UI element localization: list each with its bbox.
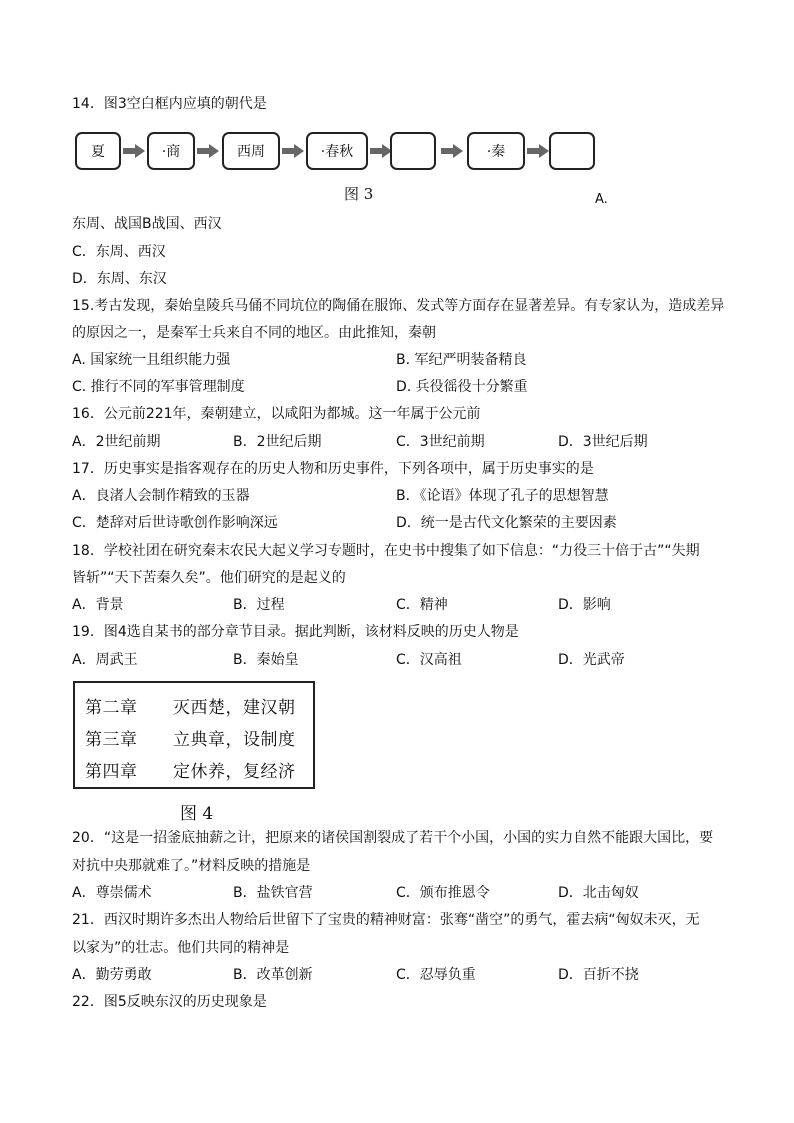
q21-option-b: B．改革创新 <box>233 967 313 983</box>
q17-stem: 17．历史事实是指客观存在的历史人物和历史事件，下列各项中，属于历史事实的是 <box>72 461 594 477</box>
figure-3-dynasty-flow <box>72 126 610 210</box>
flow-box-xia: 夏 <box>75 132 121 170</box>
q14-option-a-text: 东周、战国B战国、西汉 <box>72 216 222 232</box>
toc-title: 灭西楚，建汉朝 <box>173 698 296 718</box>
arrow-right-icon <box>527 144 549 158</box>
flow-box-qin: ·秦 <box>467 132 525 170</box>
toc-row <box>85 693 296 718</box>
arrow-right-icon <box>441 144 463 158</box>
q15-stem-line1: 15.考古发现，秦始皇陵兵马俑不同坑位的陶俑在服饰、发式等方面存在显著差异。有专家认为，造成差异 <box>72 298 725 314</box>
flow-box-shang: ·商 <box>147 132 195 170</box>
q20-option-d: D．北击匈奴 <box>558 885 639 901</box>
flow-box-chunqiu: ·春秋 <box>306 132 368 170</box>
q14-option-a-marker: A. <box>595 192 608 207</box>
q19-option-c: C．汉高祖 <box>396 652 462 668</box>
q18-option-b: B．过程 <box>233 597 285 613</box>
toc-row <box>85 757 296 782</box>
q22-stem: 22．图5反映东汉的历史现象是 <box>72 994 267 1010</box>
q20-option-c: C．颁布推恩令 <box>396 885 490 901</box>
q15-option-d: D. 兵役徭役十分繁重 <box>396 379 528 395</box>
q19-option-a: A．周武王 <box>72 652 138 668</box>
q17-option-b: B．《论语》体现了孔子的思想智慧 <box>396 488 609 504</box>
arrow-right-icon <box>282 144 304 158</box>
q16-option-a: A．2世纪前期 <box>72 434 161 450</box>
q14-stem: 14．图3空白框内应填的朝代是 <box>72 96 267 112</box>
arrow-right-icon <box>370 144 392 158</box>
q18-option-a: A．背景 <box>72 597 124 613</box>
q16-option-c: C．3世纪前期 <box>396 434 485 450</box>
q21-option-d: D．百折不挠 <box>558 967 639 983</box>
arrow-right-icon <box>123 144 145 158</box>
q20-option-a: A．尊崇儒术 <box>72 885 152 901</box>
q19-stem: 19．图4选自某书的部分章节目录。据此判断，该材料反映的历史人物是 <box>72 624 519 640</box>
figure-3-caption: 图 3 <box>344 185 374 203</box>
figure-4-chapter-list <box>73 681 315 789</box>
q21-option-c: C．忍辱负重 <box>396 967 476 983</box>
q15-option-c: C. 推行不同的军事管理制度 <box>72 379 245 395</box>
q16-stem: 16．公元前221年，秦朝建立，以咸阳为都城。这一年属于公元前 <box>72 406 481 422</box>
q17-option-c: C．楚辞对后世诗歌创作影响深远 <box>72 515 278 531</box>
q18-option-d: D．影响 <box>558 597 611 613</box>
flow-box-xizhou: 西周 <box>222 132 280 170</box>
q16-option-b: B．2世纪后期 <box>233 434 322 450</box>
q15-stem-line2: 的原因之一，是秦军士兵来自不同的地区。由此推知，秦朝 <box>72 325 436 341</box>
toc-chapter: 第二章 <box>85 698 138 718</box>
q18-stem-line1: 18．学校社团在研究秦末农民大起义学习专题时，在史书中搜集了如下信息：“力役三十倍于古”“失期 <box>72 543 700 559</box>
q19-option-d: D．光武帝 <box>558 652 625 668</box>
toc-row <box>85 725 296 750</box>
q19-option-b: B．秦始皇 <box>233 652 299 668</box>
q15-option-a: A. 国家统一且组织能力强 <box>72 352 231 368</box>
q21-option-a: A．勤劳勇敢 <box>72 967 152 983</box>
toc-title: 立典章，设制度 <box>173 730 296 750</box>
q18-option-c: C．精神 <box>396 597 448 613</box>
q21-stem-line1: 21．西汉时期许多杰出人物给后世留下了宝贵的精神财富：张骞“凿空”的勇气，霍去病“匈奴未灭，无 <box>72 912 700 928</box>
figure-4-caption: 图 4 <box>180 804 214 824</box>
q17-option-d: D．统一是古代文化繁荣的主要因素 <box>396 515 617 531</box>
q20-stem-line1: 20．“这是一招釜底抽薪之计，把原来的诸侯国割裂成了若干个小国，小国的实力自然不能跟大国比，要 <box>72 830 714 846</box>
q14-option-d: D．东周、东汉 <box>72 271 167 287</box>
arrow-right-icon <box>197 144 219 158</box>
q18-stem-line2: 皆斩”“天下苦秦久矣”。他们研究的是起义的 <box>72 570 346 586</box>
toc-chapter: 第四章 <box>85 762 138 782</box>
q15-option-b: B. 军纪严明装备精良 <box>396 352 527 368</box>
q16-option-d: D．3世纪后期 <box>558 434 648 450</box>
q20-stem-line2: 对抗中央那就难了。”材料反映的措施是 <box>72 858 311 874</box>
toc-chapter: 第三章 <box>85 730 138 750</box>
q17-option-a: A．良渚人会制作精致的玉器 <box>72 488 250 504</box>
flow-box-blank-1 <box>390 132 436 170</box>
toc-title: 定休养，复经济 <box>173 762 296 782</box>
q14-option-c: C．东周、西汉 <box>72 244 166 260</box>
q20-option-b: B．盐铁官营 <box>233 885 313 901</box>
q21-stem-line2: 以家为”的壮志。他们共同的精神是 <box>72 940 290 956</box>
flow-box-blank-2 <box>549 132 595 170</box>
